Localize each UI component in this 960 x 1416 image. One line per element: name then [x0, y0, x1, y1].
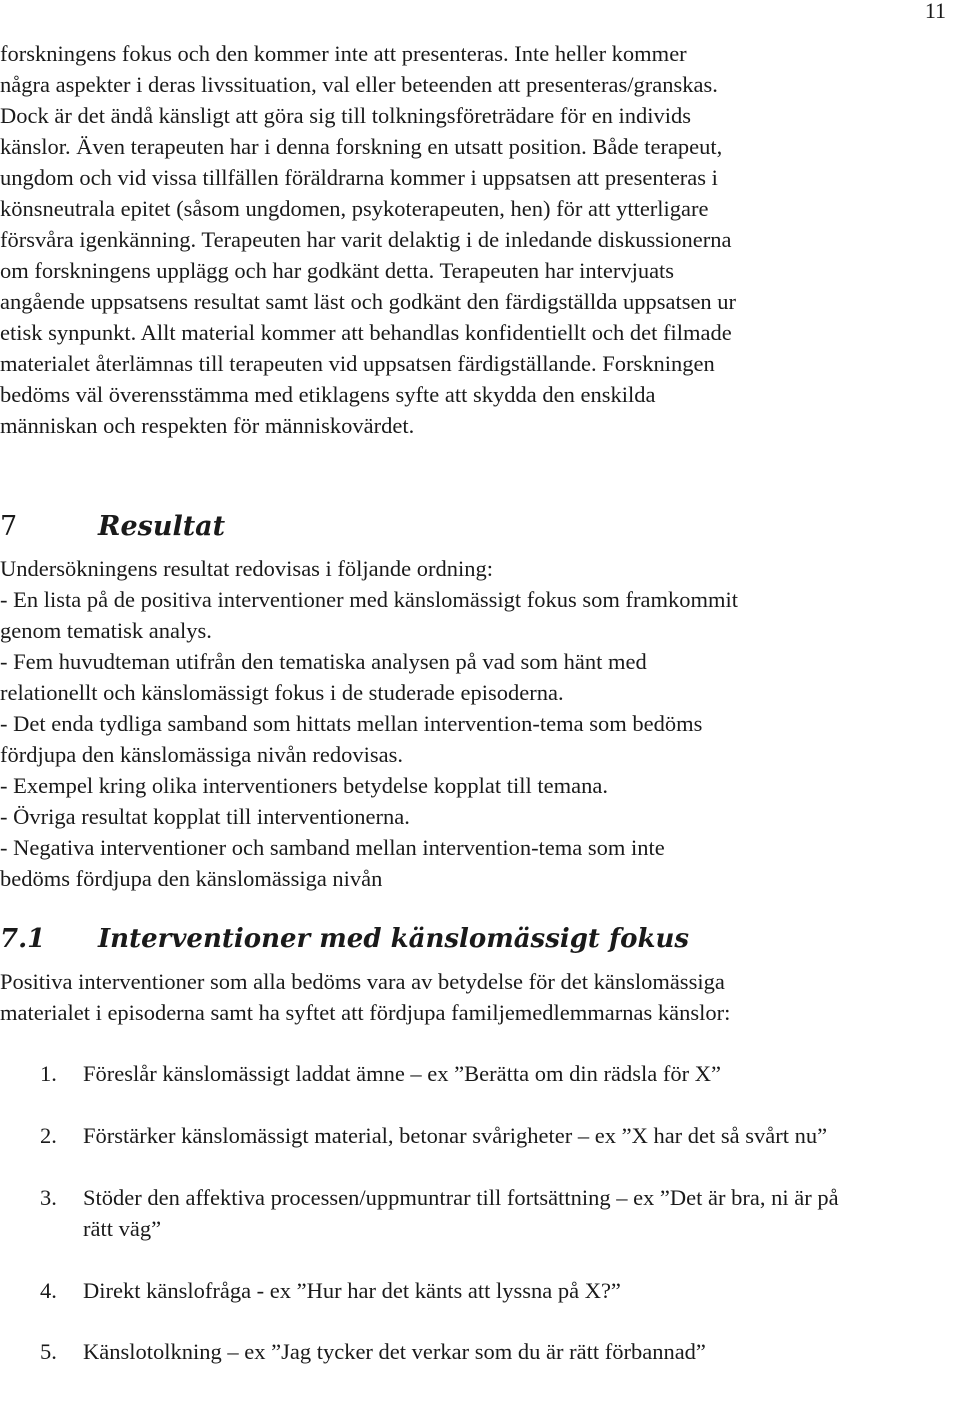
- text-line: om forskningens upplägg och har godkänt detta. Terapeuten har intervjuats: [0, 258, 675, 283]
- section-title: Resultat: [98, 511, 226, 542]
- list-item: fördjupa den känslomässiga nivån redovisas.: [0, 742, 404, 767]
- text-line: materialet i episoderna samt ha syftet att fördjupa familjemedlemmarnas känslor:: [0, 1000, 731, 1025]
- text-line: människan och respekten för människovärdet.: [0, 413, 415, 438]
- intervention-item: [0, 1275, 900, 1306]
- section-7-heading: [0, 509, 900, 545]
- intervention-list: [0, 1058, 900, 1367]
- text-line: försvåra igenkänning. Terapeuten har varit delaktig i de inledande diskussionerna: [0, 227, 732, 252]
- list-item: - Exempel kring olika interventioners betydelse kopplat till temana.: [0, 773, 608, 798]
- list-item: - Det enda tydliga samband som hittats mellan intervention-tema som bedöms: [0, 711, 703, 736]
- item-number: 2.: [40, 1123, 57, 1148]
- section-7-content: [0, 553, 900, 894]
- intervention-item: [0, 1182, 900, 1244]
- item-text: Stöder den affektiva processen/uppmuntrar till fortsättning – ex ”Det är bra, ni är på rätt väg”: [83, 1185, 839, 1241]
- section-intro: Undersökningens resultat redovisas i följande ordning:: [0, 556, 494, 581]
- text-line: Dock är det ändå känsligt att göra sig till tolkningsföreträdare för en individs: [0, 103, 692, 128]
- item-number: 3.: [40, 1185, 57, 1210]
- intervention-item: [0, 1336, 900, 1367]
- subsection-number: 7.1: [0, 924, 46, 954]
- text-line: etisk synpunkt. Allt material kommer att behandlas konfidentiellt och det filmade: [0, 320, 732, 345]
- list-item: relationellt och känslomässigt fokus i de studerade episoderna.: [0, 680, 564, 705]
- text-line: några aspekter i deras livssituation, val eller beteenden att presenteras/granskas.: [0, 72, 718, 97]
- intervention-item: [0, 1120, 900, 1151]
- item-number: 5.: [40, 1339, 57, 1364]
- text-line: materialet återlämnas till terapeuten vid uppsatsen färdigställande. Forskningen: [0, 351, 715, 376]
- item-number: 1.: [40, 1061, 57, 1086]
- text-line: Positiva interventioner som alla bedöms vara av betydelse för det känslomässiga: [0, 969, 725, 994]
- section-7-1-heading: [0, 922, 900, 956]
- list-item: - Fem huvudteman utifrån den tematiska analysen på vad som hänt med: [0, 649, 647, 674]
- text-line: könsneutrala epitet (såsom ungdomen, psykoterapeuten, hen) för att ytterligare: [0, 196, 709, 221]
- item-text: Förstärker känslomässigt material, betonar svårigheter – ex ”X har det så svårt nu”: [83, 1123, 828, 1148]
- page-number: 11: [924, 0, 946, 23]
- section-7-1-intro: [0, 966, 900, 1028]
- subsection-title: Interventioner med känslomässigt fokus: [98, 924, 690, 954]
- document-body: [0, 38, 900, 1367]
- text-line: forskningens fokus och den kommer inte att presenteras. Inte heller kommer: [0, 41, 687, 66]
- item-text: Föreslår känslomässigt laddat ämne – ex ”Berätta om din rädsla för X”: [83, 1061, 721, 1086]
- list-item: genom tematisk analys.: [0, 618, 212, 643]
- text-line: ungdom och vid vissa tillfällen föräldrarna kommer i uppsatsen att presenteras i: [0, 165, 718, 190]
- text-line: känslor. Även terapeuten har i denna forskning en utsatt position. Både terapeut,: [0, 134, 723, 159]
- item-number: 4.: [40, 1278, 57, 1303]
- text-line: angående uppsatsens resultat samt läst och godkänt den färdigställda uppsatsen ur: [0, 289, 737, 314]
- intervention-item: [0, 1058, 900, 1089]
- section-number: 7: [0, 511, 18, 542]
- list-item: - Övriga resultat kopplat till interventionerna.: [0, 804, 410, 829]
- list-item: bedöms fördjupa den känslomässiga nivån: [0, 866, 383, 891]
- item-text: Direkt känslofråga - ex ”Hur har det känts att lyssna på X?”: [83, 1278, 621, 1303]
- list-item: - En lista på de positiva interventioner med känslomässigt fokus som framkommit: [0, 587, 738, 612]
- text-line: bedöms väl överensstämma med etiklagens syfte att skydda den enskilda: [0, 382, 656, 407]
- intro-paragraph: [0, 38, 900, 441]
- item-text: Känslotolkning – ex ”Jag tycker det verkar som du är rätt förbannad”: [83, 1339, 706, 1364]
- list-item: - Negativa interventioner och samband mellan intervention-tema som inte: [0, 835, 665, 860]
